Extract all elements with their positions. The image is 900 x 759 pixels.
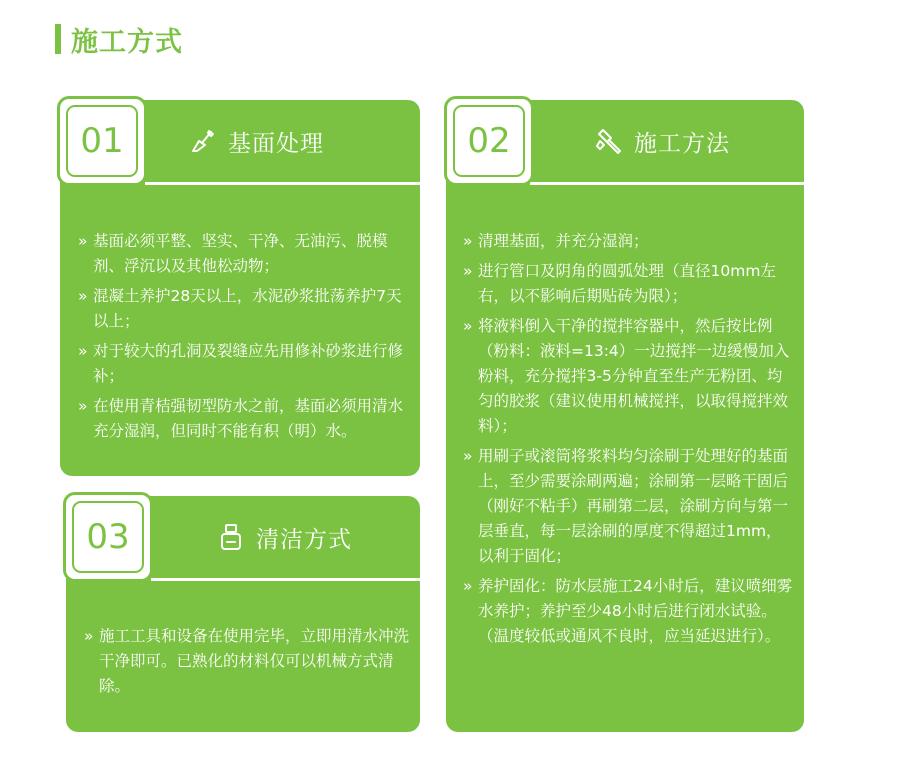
bullet-icon: »	[78, 397, 88, 415]
bullet-icon: »	[78, 232, 88, 250]
card-header	[216, 496, 420, 578]
bullet-icon: »	[463, 262, 473, 280]
list-item-text: 清理基面，并充分湿润；	[478, 232, 649, 250]
step-number-badge: 01	[57, 96, 147, 186]
list-item	[463, 259, 797, 309]
list-item	[463, 314, 797, 439]
divider	[145, 182, 420, 185]
card-title: 施工方法	[634, 130, 730, 157]
list-item-text: 养护固化：防水层施工24小时后，建议喷细雾水养护；养护至少48小时后进行闭水试验。（温度较低或通风不良时，应当延迟进行）。	[478, 577, 793, 645]
divider	[530, 182, 804, 185]
list-item-text: 在使用青桔强韧型防水之前，基面必须用清水充分湿润，但同时不能有积（明）水。	[93, 397, 404, 440]
list-item-text: 基面必须平整、坚实、干净、无油污、脱模剂、浮沉以及其他松动物；	[93, 232, 388, 275]
bullet-icon: »	[463, 232, 473, 250]
bullet-list	[463, 229, 797, 654]
bullet-list	[84, 624, 414, 704]
card-construction-method	[446, 100, 804, 732]
list-item	[78, 339, 414, 389]
divider	[151, 578, 420, 581]
list-item	[78, 229, 414, 279]
card-header	[188, 100, 420, 182]
bullet-icon: »	[463, 577, 473, 595]
list-item-text: 进行管口及阴角的圆弧处理（直径10mm左右，以不影响后期贴砖为限）；	[478, 262, 776, 305]
list-item	[84, 624, 414, 699]
list-item-text: 对于较大的孔洞及裂缝应先用修补砂浆进行修补；	[93, 342, 404, 385]
bullet-icon: »	[463, 447, 473, 465]
list-item	[78, 284, 414, 334]
section-title: 施工方式	[71, 26, 183, 58]
list-item	[463, 229, 797, 254]
hammer-icon	[594, 126, 624, 156]
card-header	[594, 100, 804, 182]
list-item	[463, 444, 797, 569]
trowel-icon	[188, 126, 218, 156]
card-title: 清洁方式	[256, 526, 352, 553]
section-header	[55, 22, 183, 56]
list-item-text: 用刷子或滚筒将浆料均匀涂刷于处理好的基面上，至少需要涂刷两遍；涂刷第一层略干固后（刚好不粘手）再刷第二层，涂刷方向与第一层垂直，每一层涂刷的厚度不得超过1mm，以利于固化；	[478, 447, 789, 565]
bottle-icon	[216, 522, 246, 552]
accent-bar	[55, 24, 61, 54]
bullet-icon: »	[463, 317, 473, 335]
step-number-badge: 03	[63, 492, 153, 582]
list-item	[78, 394, 414, 444]
bullet-list	[78, 229, 414, 449]
list-item	[463, 574, 797, 649]
bullet-icon: »	[78, 342, 88, 360]
bullet-icon: »	[84, 627, 94, 645]
card-title: 基面处理	[228, 130, 324, 157]
step-number-badge: 02	[444, 96, 534, 186]
list-item-text: 混凝土养护28天以上，水泥砂浆批荡养护7天以上；	[93, 287, 402, 330]
list-item-text: 将液料倒入干净的搅拌容器中，然后按比例（粉料：液料=13:4）一边搅拌一边缓慢加入粉料，充分搅拌3-5分钟直至生产无粉团、均匀的胶浆（建议使用机械搅拌，以取得搅拌效料）；	[478, 317, 790, 435]
list-item-text: 施工工具和设备在使用完毕，立即用清水冲洗干净即可。已熟化的材料仅可以机械方式清除。	[99, 627, 410, 695]
bullet-icon: »	[78, 287, 88, 305]
